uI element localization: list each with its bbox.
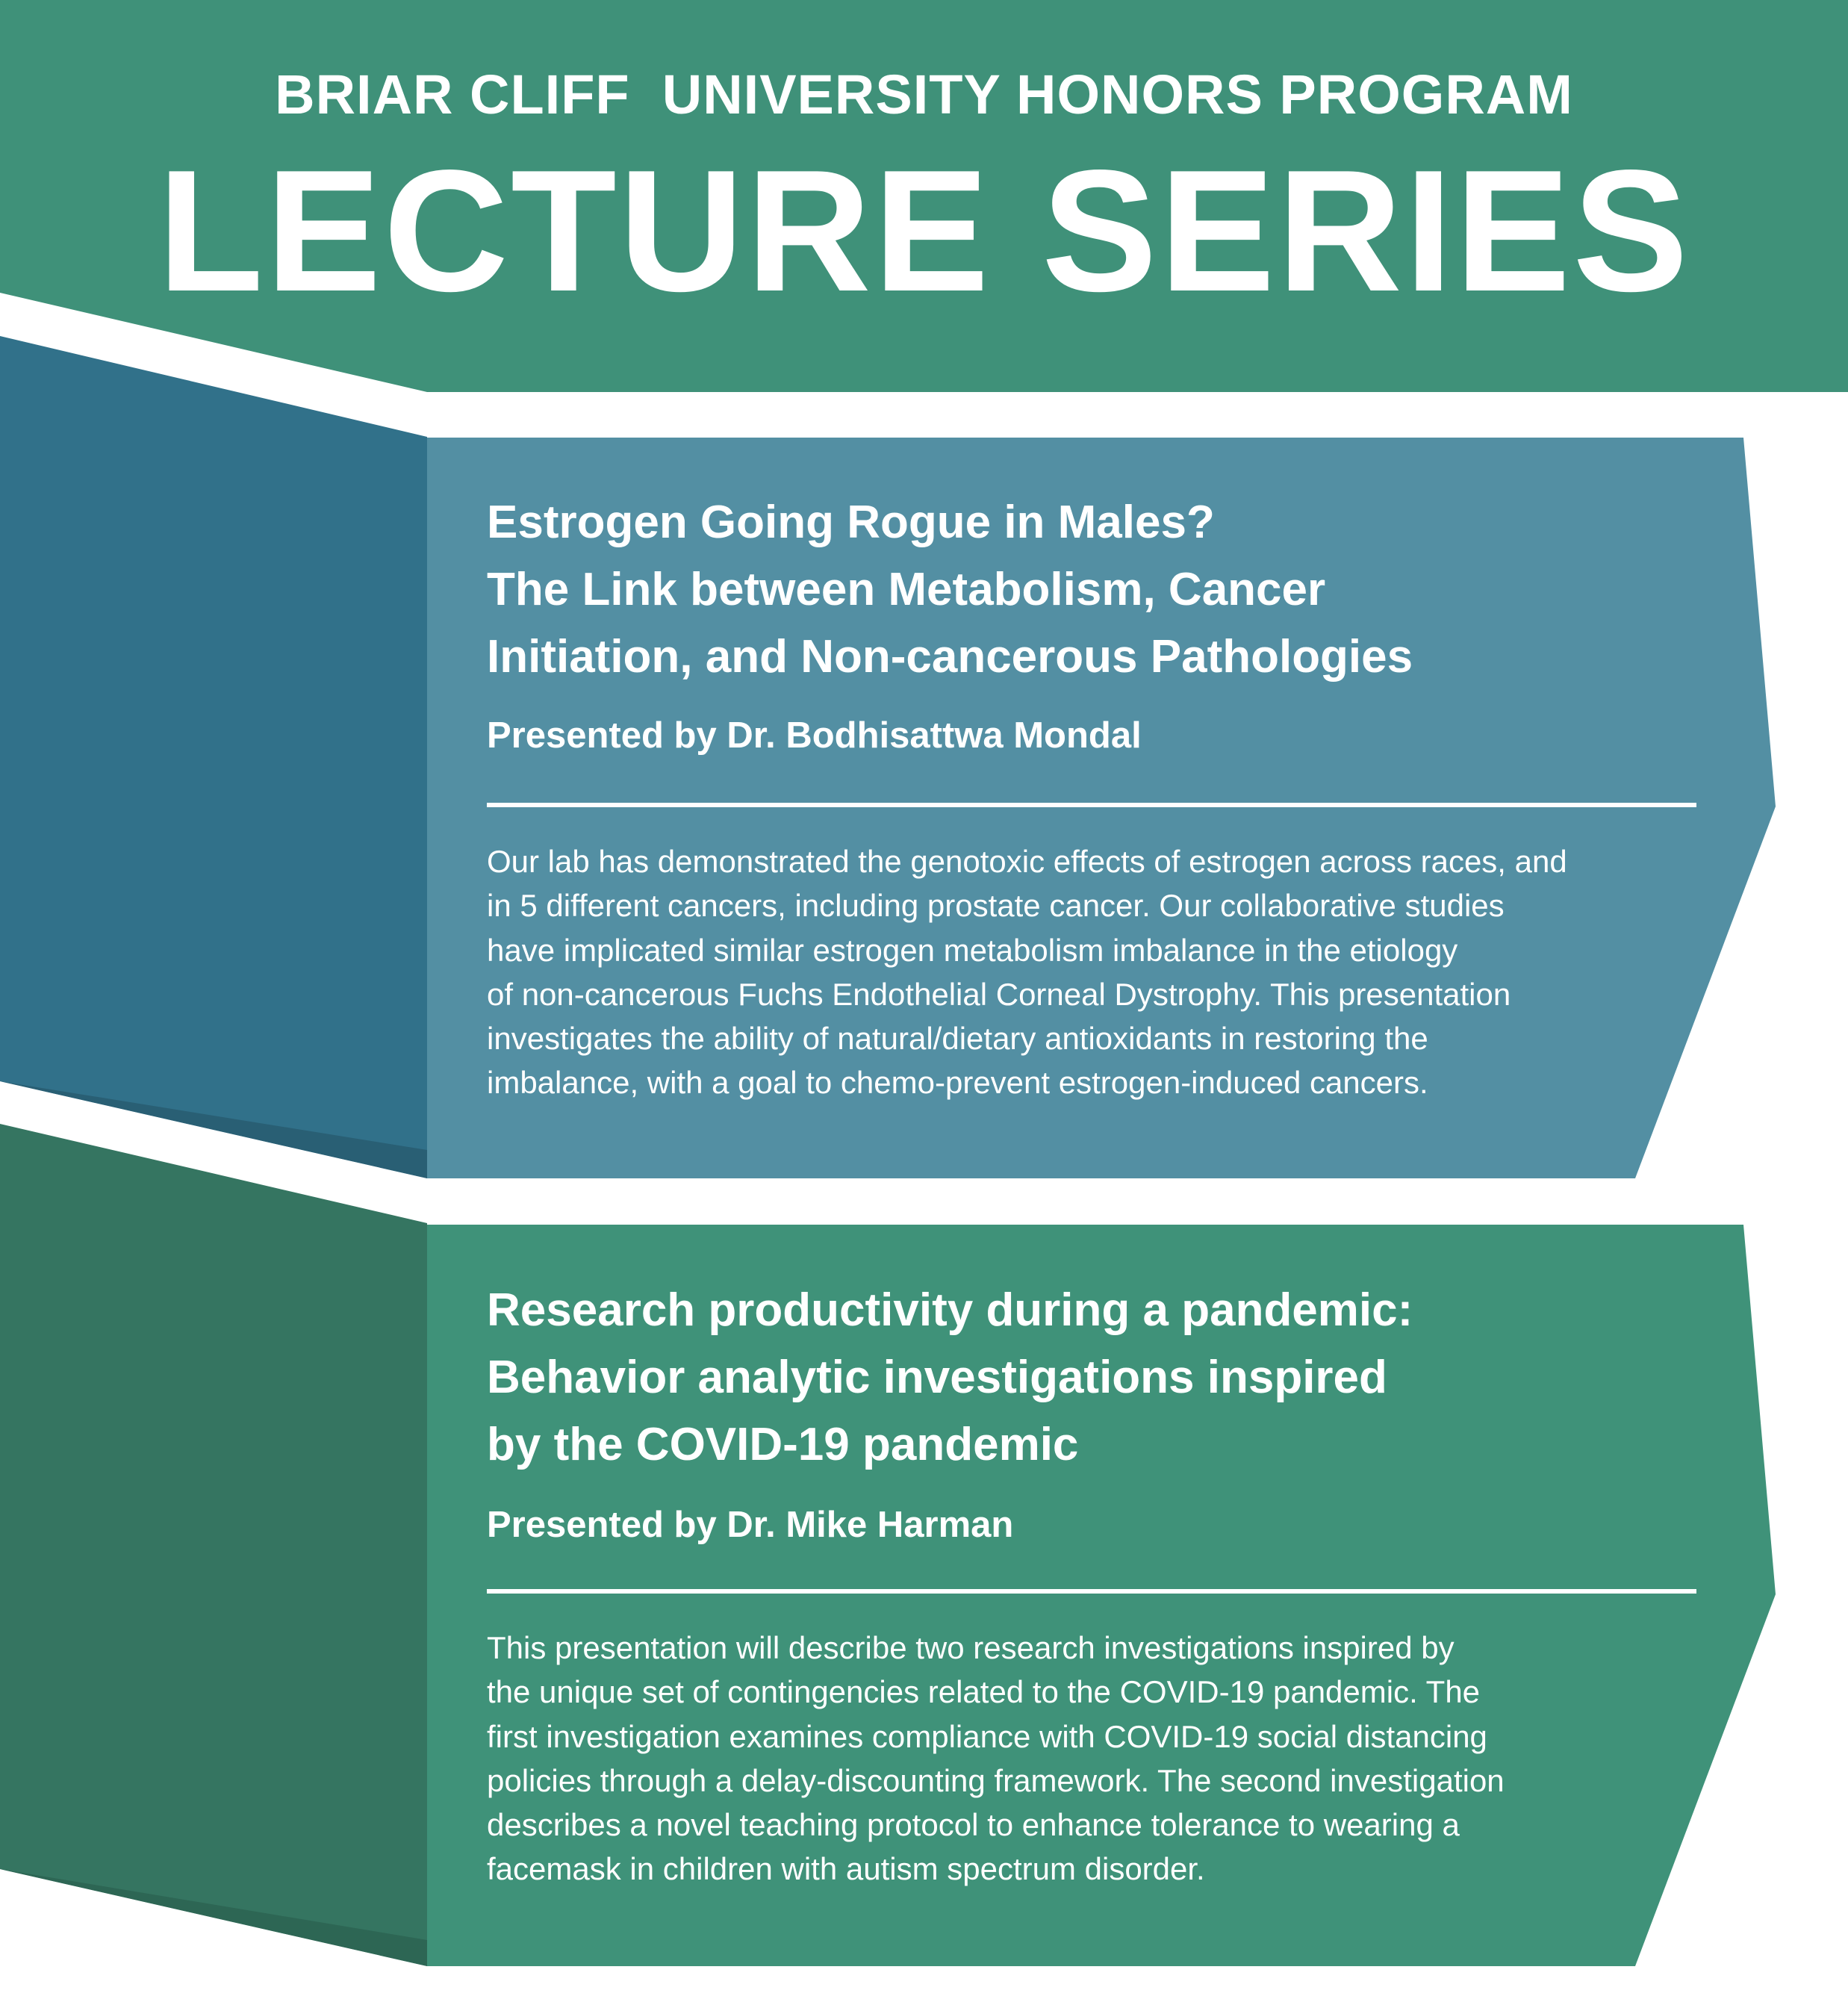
lecture1-description: Our lab has demonstrated the genotoxic effects of estrogen across races, and in 5 different cancers, including prostate cancer. Our collaborative studies have implicated similar estrogen metabolism imbalance in the etiology of non-cancerous Fuchs Endothelial Corneal Dystrophy. This presentation investigates the ability of natural/dietary antioxidants in restoring the imbalance, with a goal to chemo-prevent estrogen-induced cancers.: [487, 844, 1567, 1101]
lecture2-description: This presentation will describe two research investigations inspired by the unique set of contingencies related to the COVID-19 pandemic. The first investigation examines compliance with COVID-19 social distancing policies through a delay-discounting framework. The second investigation describes a novel teaching protocol to enhance tolerance to wearing a facemask in children with autism spectrum disorder.: [487, 1630, 1505, 1887]
lecture1-title: Estrogen Going Rogue in Males? The Link between Metabolism, Cancer Initiation, and Non-cancerous Pathologies: [487, 497, 1413, 683]
lecture2-divider: [487, 1589, 1696, 1594]
lecture1-presenter: Presented by Dr. Bodhisattwa Mondal: [487, 715, 1142, 756]
lecture2-presenter: Presented by Dr. Mike Harman: [487, 1505, 1014, 1545]
program-title: BRIAR CLIFF UNIVERSITY HONORS PROGRAM: [275, 63, 1573, 125]
lecture2-title: Research productivity during a pandemic: Behavior analytic investigations inspired by the COVID-19 pandemic: [487, 1284, 1413, 1470]
lecture1-divider: [487, 803, 1696, 807]
lecture1-side-panel: [0, 336, 427, 1178]
series-title: LECTURE SERIES: [158, 134, 1690, 328]
lecture2-side-panel: [0, 1124, 427, 1966]
